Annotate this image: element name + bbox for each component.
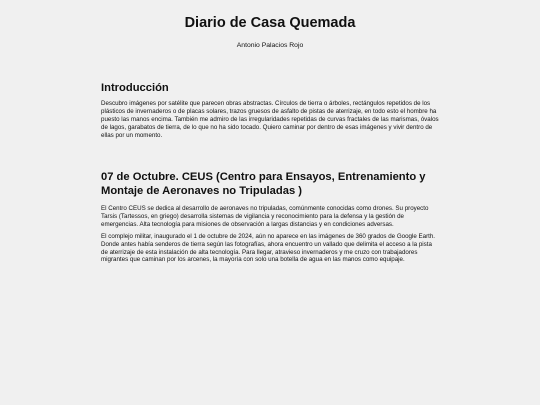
document-title: Diario de Casa Quemada xyxy=(184,15,356,31)
section-ceus xyxy=(101,170,439,264)
section-paragraph: Descubro imágenes por satélite que parecen obras abstractas. Círculos de tierra o árboles, rectángulos repetidos de los plásticos de invernaderos o de placas solares, trazos gruesos de asfalto de pistas de aterrizaje, en todo esto el hombre ha puesto las manos encima. También me admiro de las irregularidades repetidas de curvas fractales de las marismas, óvalos de lagos, garabatos de tierra, de lo que no ha sido tocado. Quiero caminar por dentro de esas imágenes y vivir dentro de ellas por un momento. xyxy=(101,100,439,139)
document-author: Antonio Palacios Rojo xyxy=(236,42,304,49)
section-paragraph: El Centro CEUS se dedica al desarrollo de aeronaves no tripuladas, comúnmente conocidas como drones. Su proyecto Tarsis (Tartessos, en griego) desarrolla sistemas de vigilancia y reconocimiento para la defensa y la gestión de emergencias. Alta tecnología para misiones de observación a largas distancias y en condiciones adversas. xyxy=(101,205,429,228)
section-paragraph: El complejo militar, inaugurado el 1 de octubre de 2024, aún no aparece en las imágenes de 360 grados de Google Earth. Donde antes había senderos de tierra según las fotografías, ahora encuentro un vallado que delimita el acceso a la pista de aterrizaje de esta instalación de alta tecnología. Para llegar, atravieso invernaderos y me cruzo con trabajadores migrantes que caminan por los arcenes, la mayoría con solo una botella de agua en las manos como equipaje. xyxy=(101,232,436,264)
section-heading: Introducción xyxy=(101,82,169,94)
section-introduccion xyxy=(101,81,439,140)
section-heading: 07 de Octubre. CEUS (Centro para Ensayos, Entrenamiento y Montaje de Aeronaves no Tripuladas ) xyxy=(101,171,426,197)
